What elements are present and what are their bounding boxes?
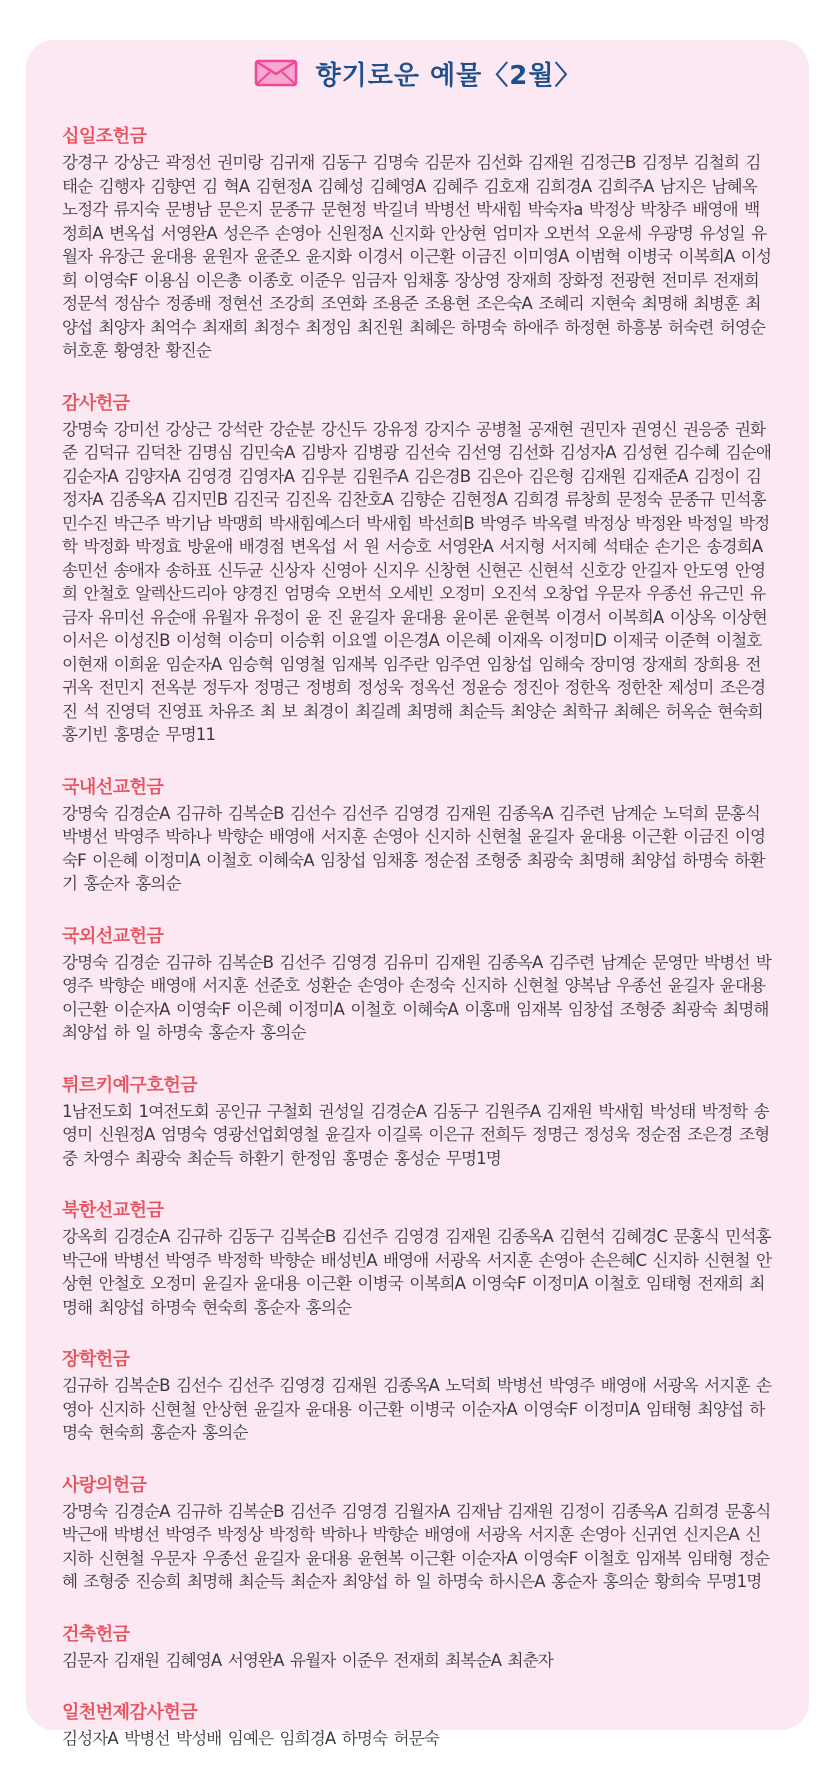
section-heading: 일천번제감사헌금 [62,1702,198,1723]
donor-names: 강경구 강상근 곽정선 권미랑 김귀재 김동구 김명숙 김문자 김선화 김재원 김정근B 김정부 김철희 김태순 김행자 김향연 김 혁A 김현정A 김혜성 김혜영A 김혜주 김호재 김희경A 김희주A 남지은 남혜옥 노정각 류지숙 문병남 문은지 문종규 문현정 박길녀 박병선 박새힘 박숙자a 박정상 박창주 배영애 백정희A 변옥섭 서영완A 성은주 손영아 신원정A 신지화 안상현 엄미자 오번석 오윤세 우광명 유성일 유월자 유장근 윤대용 윤원자 윤준오 윤지화 이경서 이근환 이금진 이미영A 이범혁 이병국 이복희A 이성희 이영숙F 이용심 이은총 이종호 이준우 임금자 임채홍 장상영 장재희 장화정 전광현 전미루 전재희 정문석 정삼수 정종배 정현선 조강희 조연화 조용준 조용현 조은숙A 조혜리 지현숙 최명해 최병훈 최양섭 최양자 최억수 최재희 최정수 최정임 최진원 최혜은 하명숙 하애주 하정현 하흥봉 허숙련 허영순 허호훈 황영찬 황진순 [62,153,771,360]
donor-names: 강명숙 강미선 강상근 강석란 강순분 강신두 강유정 강지수 공병철 공재현 권민자 권영신 권응중 권화준 김덕규 김덕찬 김명심 김민숙A 김방자 김병광 김선숙 김선영 김선화 김성자A 김성현 김수혜 김순애 김순자A 김양자A 김영경 김영자A 김우분 김원주A 김은경B 김은아 김은형 김재원 김재준A 김정이 김정자A 김종옥A 김지민B 김진국 김진옥 김찬호A 김향순 김현정A 김희경 류창희 문정숙 문종규 민석홍 민수진 박근주 박기남 박맹희 박새힘예스더 박새힘 박선희B 박영주 박옥렬 박정상 박정완 박정일 박정학 박정화 박정효 방윤애 배경점 변옥섭 서 원 서승호 서영완A 서지형 서지혜 석태순 손기은 송경희A 송민선 송애자 송하표 신두균 신상자 신영아 신지우 신창현 신현곤 신현석 신호강 안길자 안도영 안영희 안철호 알렉산드리아 양경진 엄명숙 오번석 오세빈 오정미 오진석 오창업 우문자 우종선 유근민 유금자 유미선 유순애 유월자 유정이 윤 진 윤길자 윤대용 윤이론 윤현복 이경서 이복희A 이상옥 이상현 이서은 이성진B 이성혁 이승미 이승휘 이요엘 이은경A 이은혜 이재옥 이정미D 이제국 이준혁 이철호 이현재 이희윤 임순자A 임승혁 임영철 임재복 임주란 임주연 임창섭 임해숙 장미영 장재희 장희용 전귀옥 전민지 전옥분 정두자 정명근 정병희 정성욱 정옥선 정윤승 정진아 정한옥 정한찬 제성미 조은경 진 석 진영덕 진영표 차유조 최 보 최경이 최길례 최명해 최순득 최양순 최학규 최혜은 허옥순 현숙희 홍기빈 홍명순 무명11 [62,419,771,744]
page-title: 향기로운 예물〈2월〉 [315,60,582,91]
section-heading: 사랑의헌금 [62,1474,147,1496]
section-scholarship [62,1345,773,1445]
section-turkiye-relief [62,1071,773,1171]
section-heading: 십일조헌금 [62,126,147,147]
donor-names: 김성자A 박병선 박성배 임예은 임희경A 하명숙 허문숙 [62,1729,439,1748]
section-tithe [62,122,773,363]
section-thanksgiving [62,389,773,747]
envelope-icon [254,59,298,87]
section-building [62,1620,773,1673]
donor-names: 1남전도회 1여전도회 공인규 구철회 권성일 김경순A 김동구 김원주A 김재원 박새힘 박성태 박정학 송영미 신원정A 엄명숙 영광선업회영철 윤길자 이길록 이은규 전희두 정명근 정성욱 정순점 조은경 조형중 차영수 최광숙 최순득 하환기 한정임 홍명순 홍성순 무명1명 [62,1101,770,1168]
donor-names: 강옥희 김경순A 김규하 김동구 김복순B 김선주 김영경 김재원 김종옥A 김현석 김혜경C 문홍식 민석홍 박근애 박병선 박영주 박정학 박향순 배성빈A 배영애 서광옥 서지훈 손영아 손은혜C 신지하 신현철 안상현 안철호 오정미 윤길자 윤대용 이근환 이병국 이복희A 이영숙F 이정미A 이철호 임태형 전재희 최명해 최양섭 하명숙 현숙희 홍순자 홍의순 [62,1227,772,1317]
section-heading: 국외선교헌금 [62,925,164,947]
donor-names: 강명숙 김경순 김규하 김복순B 김선주 김영경 김유미 김재원 김종옥A 김주련 남계순 문영만 박병선 박영주 박향순 배영애 서지훈 선준호 성환순 손영아 손정숙 신지하 신현철 양복남 우종선 윤길자 윤대용 이근환 이순자A 이영숙F 이은혜 이정미A 이철호 이혜숙A 이홍매 임재복 임창섭 조형중 최광숙 최명해 최양섭 하 일 하명숙 홍순자 홍의순 [62,952,771,1042]
section-heading: 감사헌금 [62,392,130,414]
donor-names: 강명숙 김경순A 김규하 김복순B 김선수 김선주 김영경 김재원 김종옥A 김주련 남계순 노덕희 문홍식 박병선 박영주 박하나 박향순 배영애 서지훈 손영아 신지하 신현철 윤길자 윤대용 이근환 이금진 이영숙F 이은혜 이정미A 이철호 이혜숙A 임창섭 임채홍 정순점 조형중 최광숙 최명해 최양섭 하명숙 하환기 홍순자 홍의순 [62,803,766,893]
donor-names: 김문자 김재원 김혜영A 서영완A 유월자 이준우 전재희 최복순A 최춘자 [62,1650,553,1670]
offering-card [26,40,809,1748]
section-heading: 건축헌금 [62,1623,130,1645]
donor-names: 강명숙 김경순A 김규하 김복순B 김선주 김영경 김월자A 김재남 김재원 김정이 김종옥A 김희경 문홍식 박근애 박병선 박영주 박정상 박정학 박하나 박향순 배영애 서광옥 서지훈 손영아 신귀연 신지은A 신지하 신현철 우문자 우종선 윤길자 윤대용 윤현복 이근환 이순자A 이영숙F 이철호 임재복 임태형 정순혜 조형중 진승희 최명해 최순득 최순자 최양섭 하 일 하명숙 하시은A 홍순자 홍의순 황희숙 무명1명 [62,1501,771,1591]
section-heading: 튀르키예구호헌금 [62,1074,198,1096]
section-domestic-mission [62,773,773,896]
section-heading: 국내선교헌금 [62,776,164,798]
donor-names: 김규하 김복순B 김선수 김선주 김영경 김재원 김종옥A 노덕희 박병선 박영주 배영애 서광옥 서지훈 손영아 신지하 신현철 안상현 윤길자 윤대용 이근환 이병국 이순자A 이영숙F 이정미A 임태형 최양섭 하명숙 현숙희 홍순자 홍의순 [62,1376,771,1442]
section-love-offering [62,1471,773,1594]
section-heading: 북한선교헌금 [62,1200,164,1221]
section-north-korea-mission [62,1196,773,1319]
header [62,48,773,98]
section-foreign-mission [62,922,773,1045]
section-thousand-offering [62,1698,773,1751]
section-heading: 장학헌금 [62,1349,130,1370]
